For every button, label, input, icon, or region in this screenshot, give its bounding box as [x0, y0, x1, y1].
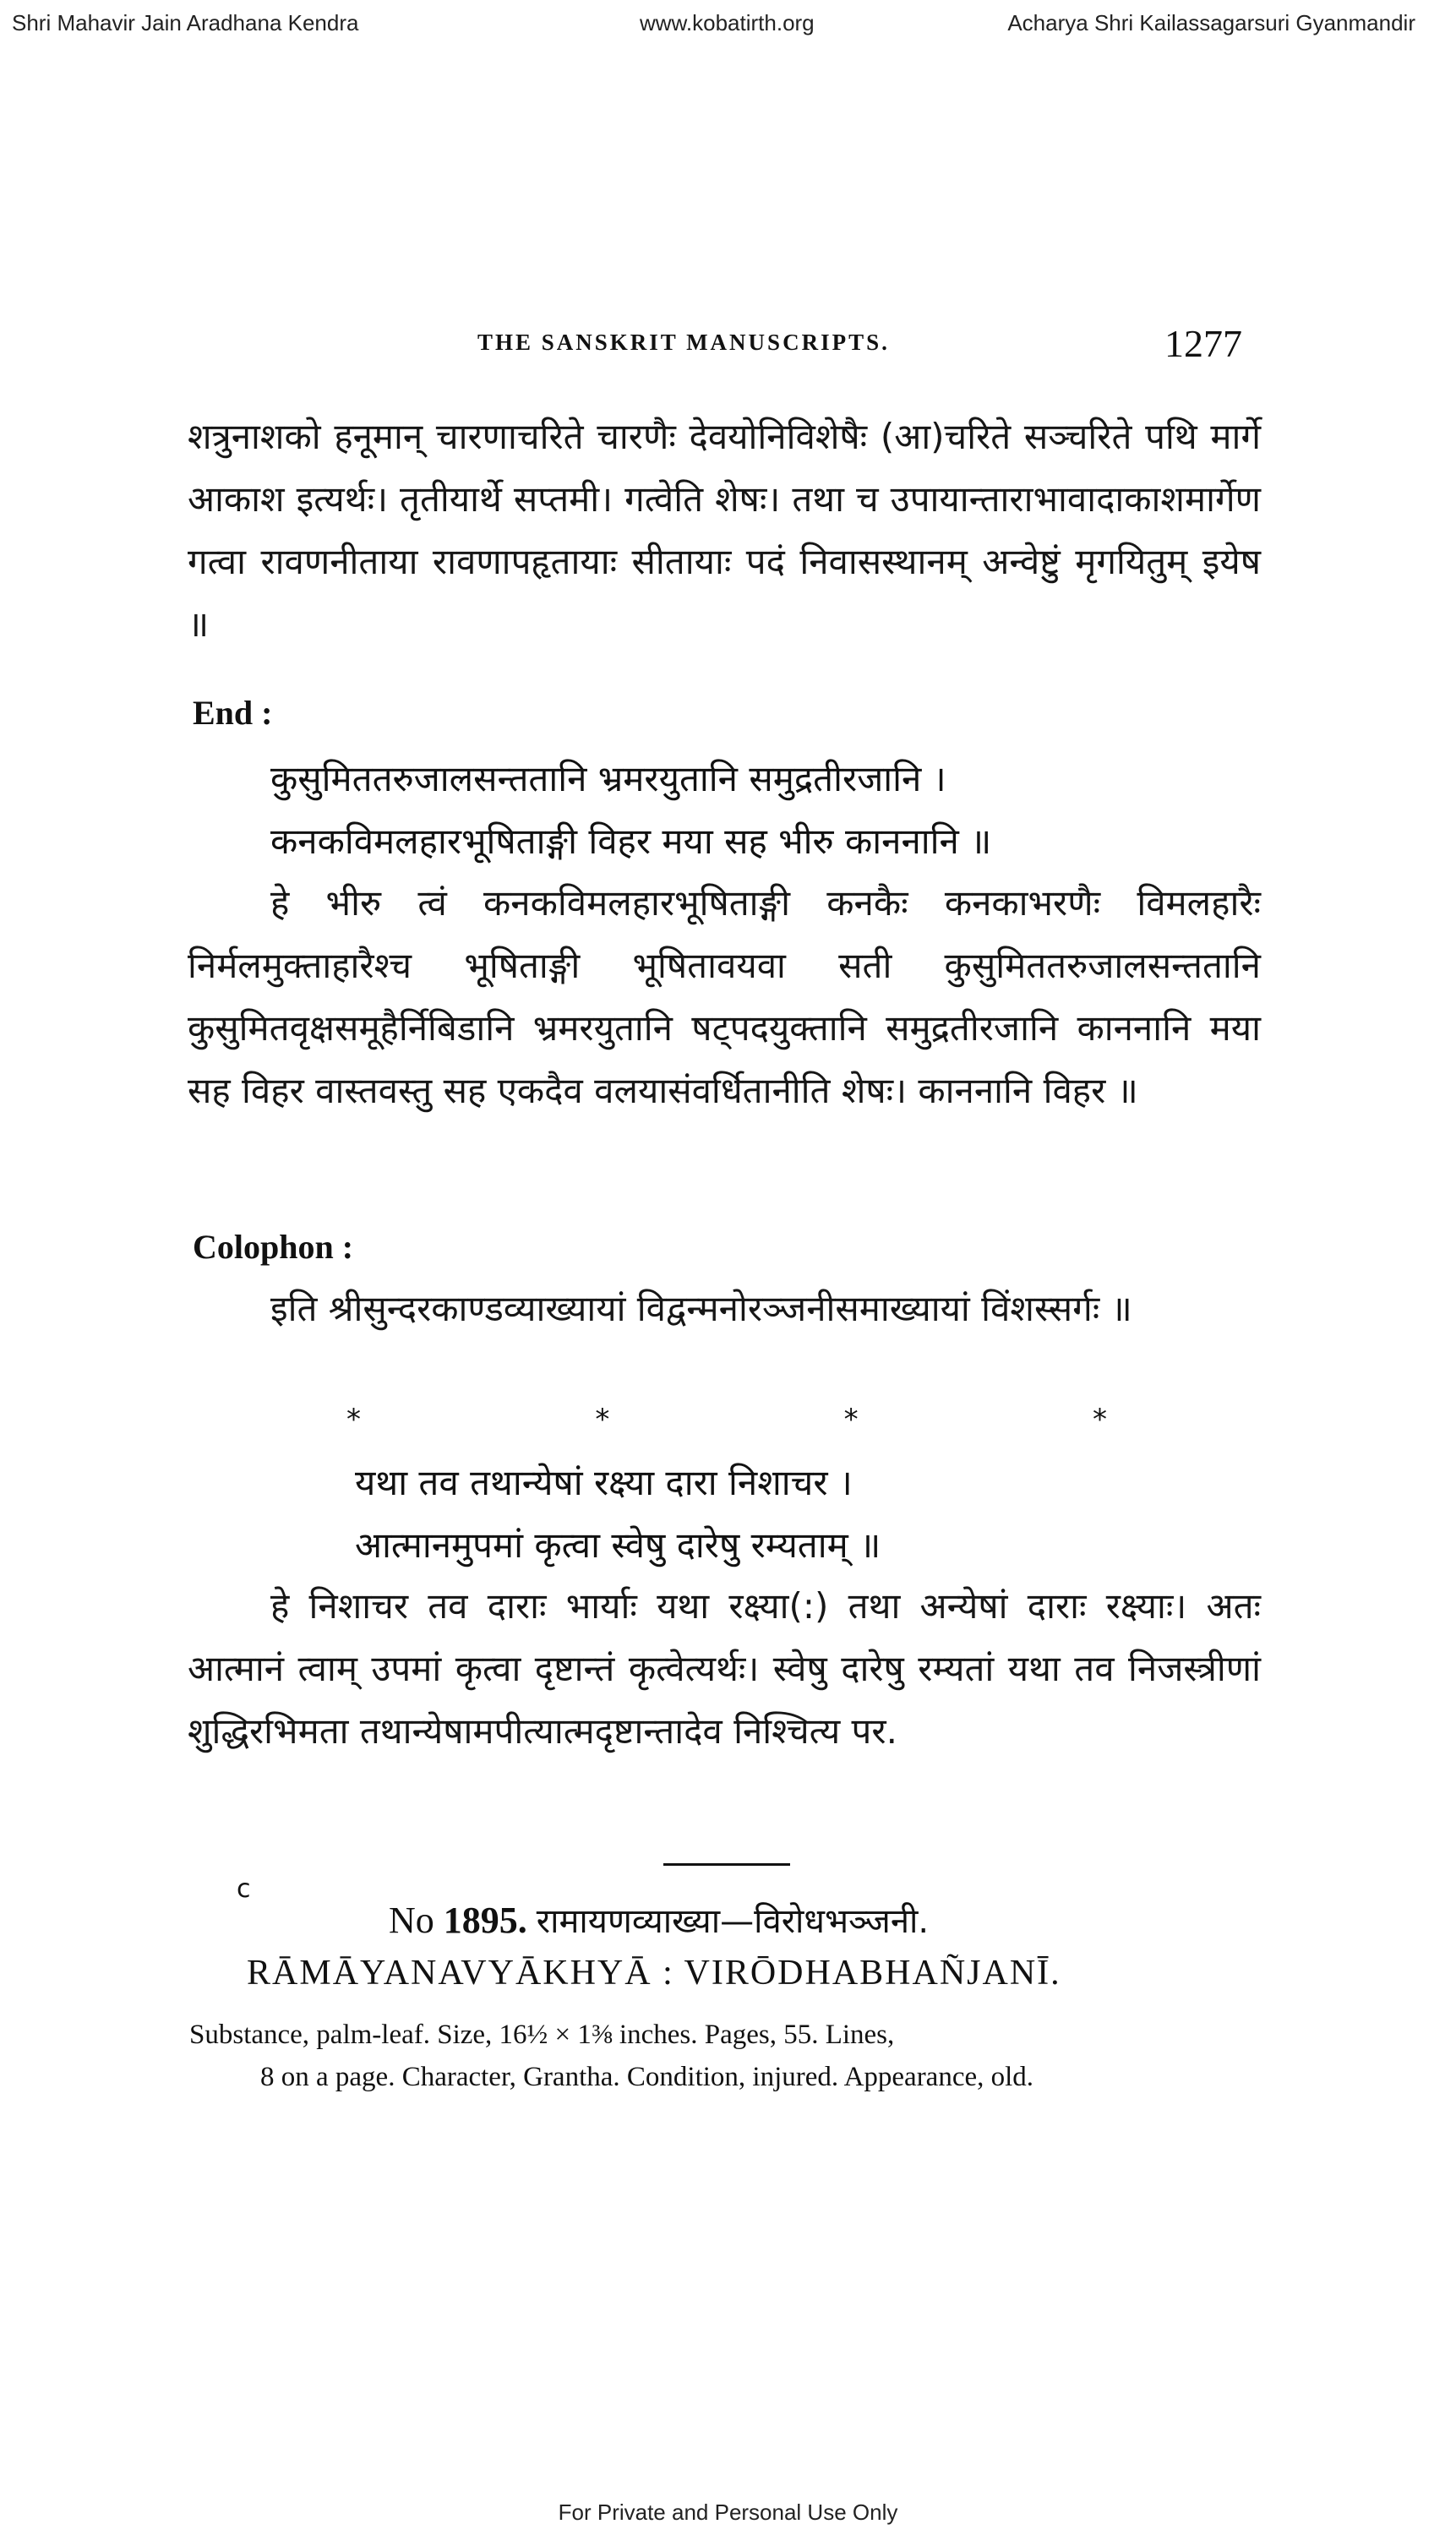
running-head-title: THE SANSKRIT MANUSCRIPTS. [477, 330, 890, 355]
header-left-text: Shri Mahavir Jain Aradhana Kendra [12, 10, 359, 35]
section-rule [663, 1863, 790, 1866]
page-number: 1277 [1164, 322, 1242, 365]
description-line-1: Substance, palm-leaf. Size, 16½ × 1⅜ inches. Pages, 55. Lines, [189, 2020, 895, 2050]
commentary-paragraph-2: हे भीरु त्वं कनकविमलहारभूषिताङ्गी कनकैः कनकाभरणैः विमलहारैः निर्मलमुक्ताहारैश्च भूषिताङ्गी भूषितावयवा सती कुसुमिततरुजालसन्ततानि कुसुमितवृक्षसमूहैर्निबिडानि भ्रमरयुतानि षट्पदयुक्तानि समुद्रतीरजानि काननानि मया सह विहर वास्तवस्तु सह एकदैव वलयासंवर्धितानीति शेषः। काननानि विहर ॥ [188, 882, 1261, 1111]
manuscript-description [189, 2014, 1261, 2098]
colophon-text: इति श्रीसुन्दरकाण्डव्याख्यायां विद्वन्मनोरञ्जनीसमाख्यायां विंशस्सर्गः ॥ [270, 1288, 1132, 1329]
verse-1 [270, 748, 1251, 873]
star-mark: * [843, 1403, 859, 1436]
star-mark: * [595, 1403, 610, 1436]
verse-1-line-1: कुसुमिततरुजालसन्ततानि भ्रमरयुतानि समुद्रतीरजानि । [270, 758, 946, 799]
header-center-url: www.kobatirth.org [640, 10, 815, 35]
header-right-text: Acharya Shri Kailassagarsuri Gyanmandir [1007, 10, 1415, 35]
description-continuation: 8 on a page. Character, Grantha. Condition, injured. Appearance, old. [260, 2062, 1034, 2092]
entry-no-label: No [389, 1900, 434, 1941]
entry-title-transliteration: RĀMĀYANAVYĀKHYĀ : VIRŌDHABHAÑJANĪ. [247, 1954, 1061, 1993]
star-mark: * [1092, 1403, 1107, 1436]
entry-title-devanagari: रामायणव्याख्या—विरोधभञ्जनी. [536, 1902, 930, 1941]
verse-2-line-2: आत्मानमुपमां कृत्वा स्वेषु दारेषु रम्यताम् ॥ [355, 1524, 881, 1566]
margin-mark: c [237, 1874, 251, 1904]
star-mark: * [346, 1403, 361, 1436]
verse-1-line-2: कनकविमलहारभूषिताङ्गी विहर मया सह भीरु काननानि ॥ [270, 820, 992, 862]
entry-number: 1895. [443, 1900, 527, 1941]
section-divider-stars [346, 1403, 1107, 1436]
verse-2 [355, 1452, 1335, 1577]
page-footer: For Private and Personal Use Only [558, 2500, 898, 2525]
end-label: End : [193, 694, 273, 732]
verse-2-line-1: यथा तव तथान्येषां रक्ष्या दारा निशाचर । [355, 1462, 853, 1503]
colophon-label: Colophon : [193, 1228, 354, 1266]
commentary-paragraph-1: शत्रुनाशको हनूमान् चारणाचरिते चारणैः देवयोनिविशेषैः (आ)चरिते सञ्चरिते पथि मार्गे आकाश इत्यर्थः। तृतीयार्थे सप्तमी। गत्वेति शेषः। तथा च उपायान्ताराभावादाकाशमार्गेण गत्वा रावणनीताया रावणापहृतायाः सीतायाः पदं निवासस्थानम् अन्वेष्टुं मृगयितुम् इयेष ॥ [188, 416, 1261, 645]
website-header [0, 10, 1456, 44]
commentary-paragraph-3: हे निशाचर तव दाराः भार्याः यथा रक्ष्या(:) तथा अन्येषां दाराः रक्ष्याः। अतः आत्मानं त्वाम् उपमां कृत्वा दृष्टान्तं कृत्वेत्यर्थः। स्वेषु दारेषु रम्यतां यथा तव निजस्त्रीणां शुद्धिरभिमता तथान्येषामपीत्यात्मदृष्टान्तादेव निश्चित्य पर. [188, 1585, 1261, 1752]
entry-heading [389, 1896, 929, 1943]
